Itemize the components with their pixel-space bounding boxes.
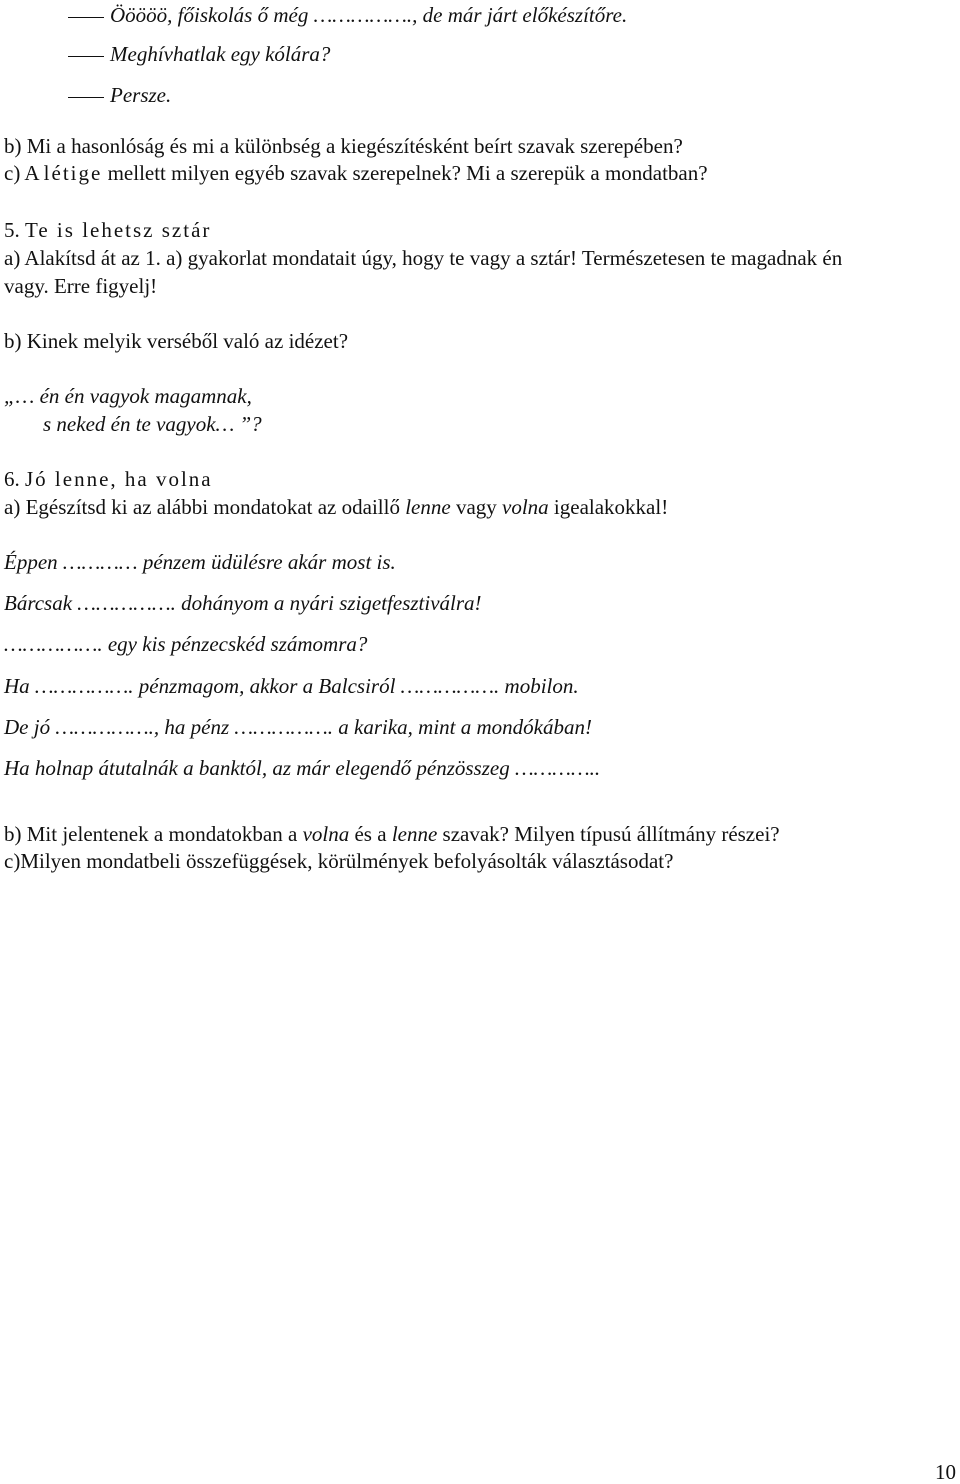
question-5a-line-2: vagy. Erre figyelj! <box>4 274 158 298</box>
exercise-sentence-2: Bárcsak ……………. dohányom a nyári szigetfesztiválra! <box>4 591 482 615</box>
dash-mark <box>68 56 104 57</box>
question-5a-line-1: a) Alakítsd át az 1. a) gyakorlat mondatait úgy, hogy te vagy a sztár! Természetesen te magadnak én <box>4 246 843 270</box>
exercise-sentence-6: Ha holnap átutalnák a banktól, az már elegendő pénzösszeg ………….. <box>4 756 601 780</box>
q6b-prefix: b) Mit jelentenek a mondatokban a <box>4 822 303 846</box>
question-5b: b) Kinek melyik verséből való az idézet? <box>4 329 349 353</box>
question-4b: b) Mi a hasonlóság és mi a különbség a kiegészítésként beírt szavak szerepében? <box>4 134 683 158</box>
q6b-mid: és a <box>349 822 392 846</box>
page-number: 10 <box>935 1460 956 1484</box>
q6a-suffix: igealakokkal! <box>548 495 669 519</box>
question-6a <box>4 497 668 518</box>
dash-mark <box>68 17 104 18</box>
section-5-heading <box>4 220 211 241</box>
exercise-sentence-5: De jó ……………., ha pénz ……………. a karika, mint a mondókában! <box>4 715 592 739</box>
question-6b <box>4 824 780 845</box>
exercise-sentence-3: ……………. egy kis pénzecskéd számomra? <box>4 632 368 656</box>
question-4c <box>4 163 708 184</box>
q4c-spaced-word: létige <box>43 161 103 185</box>
section-number: 5. <box>4 218 25 242</box>
exercise-sentence-1: Éppen ………… pénzem üdülésre akár most is. <box>4 550 396 574</box>
q6b-word-lenne: lenne <box>391 822 438 846</box>
section-title: Te is lehetsz sztár <box>25 218 212 242</box>
section-title: Jó lenne, ha volna <box>25 467 213 491</box>
exercise-sentence-4: Ha ……………. pénzmagom, akkor a Balcsiról ……………. mobilon. <box>4 674 579 698</box>
q6a-word-lenne: lenne <box>405 495 451 519</box>
q4c-prefix: c) A <box>4 161 44 185</box>
section-6-heading <box>4 469 213 490</box>
dialogue-text: Ööööö, főiskolás ő még ……………., de már járt előkészítőre. <box>110 3 628 27</box>
q6b-suffix: szavak? Milyen típusú állítmány részei? <box>437 822 780 846</box>
q6a-prefix: a) Egészítsd ki az alábbi mondatokat az odaillő <box>4 495 406 519</box>
question-6c: c)Milyen mondatbeli összefüggések, körülmények befolyásolták választásodat? <box>4 849 674 873</box>
dialogue-text: Meghívhatlak egy kólára? <box>110 42 331 66</box>
dialogue-text: Persze. <box>110 83 172 107</box>
q6a-mid: vagy <box>450 495 503 519</box>
quote-line-1: „… én én vagyok magamnak, <box>4 384 252 408</box>
q4c-suffix: mellett milyen egyéb szavak szerepelnek? Mi a szerepük a mondatban? <box>102 161 708 185</box>
q6b-word-volna: volna <box>302 822 350 846</box>
quote-line-2: s neked én te vagyok… ”? <box>43 412 262 436</box>
dash-mark <box>68 97 104 98</box>
section-number: 6. <box>4 467 25 491</box>
q6a-word-volna: volna <box>502 495 549 519</box>
